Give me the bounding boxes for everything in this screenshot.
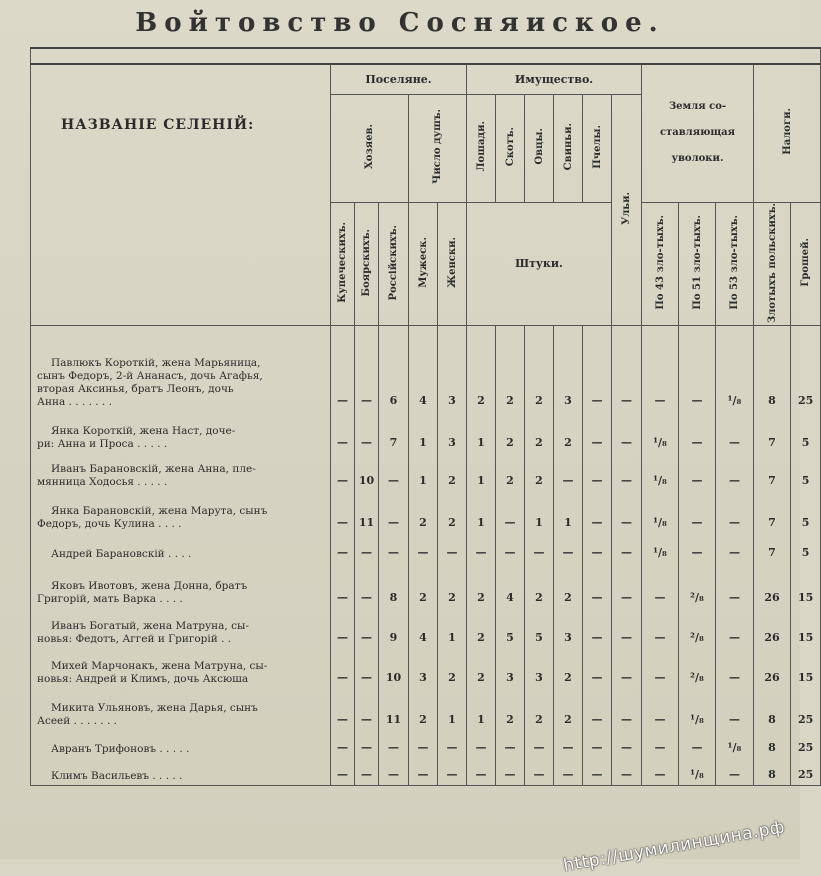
- value-cell: 7: [754, 533, 791, 563]
- settler-name-line: Михей Марчонакъ, жена Матруна, сы-: [51, 659, 268, 672]
- value-cell: —: [496, 533, 525, 563]
- value-cell: —: [355, 688, 379, 730]
- value-cell: 2: [554, 411, 583, 453]
- settler-name-line: Асеей . . . . . . .: [37, 714, 117, 727]
- value-cell: —: [331, 563, 355, 608]
- value-cell: 25: [791, 730, 821, 758]
- value-cell: —: [679, 730, 716, 758]
- land-51-header-label: По 51 зло-тыхъ.: [691, 215, 703, 310]
- value-cell: 5: [791, 453, 821, 491]
- value-cell: —: [716, 758, 754, 786]
- value-cell: —: [379, 758, 409, 786]
- value-cell: —: [716, 648, 754, 688]
- settler-name-line: Павлюкъ Короткій, жена Марьяница,: [51, 356, 261, 369]
- households-header-label: Хозяев.: [364, 124, 375, 169]
- boyar-header-label: Боярскихъ.: [361, 228, 372, 297]
- value-cell: 5: [791, 411, 821, 453]
- table-row: [31, 648, 821, 688]
- value-cell: ¹/₈: [716, 730, 754, 758]
- value-cell: 15: [791, 563, 821, 608]
- settler-name-line: Янка Барановскій, жена Марута, сынъ: [51, 504, 268, 517]
- value-cell: —: [331, 608, 355, 648]
- settler-name-line: Федоръ, дочь Кулина . . . .: [37, 517, 182, 530]
- value-cell: —: [679, 453, 716, 491]
- settler-name-cell: [31, 563, 331, 608]
- settler-name-line: ри: Анна и Проса . . . . .: [37, 437, 168, 450]
- value-cell: 3: [554, 608, 583, 648]
- settler-name-line: новья: Андрей и Климъ, дочь Аксюша: [37, 672, 249, 685]
- value-cell: 2: [496, 326, 525, 411]
- value-cell: 1: [409, 411, 438, 453]
- value-cell: 26: [754, 563, 791, 608]
- value-cell: —: [679, 326, 716, 411]
- column-header-pigs: [554, 94, 583, 202]
- value-cell: ¹/₈: [642, 491, 679, 533]
- value-cell: 3: [409, 648, 438, 688]
- souls-header-label: Число душъ.: [432, 109, 443, 184]
- settler-name-cell: [31, 688, 331, 730]
- table-row: [31, 730, 821, 758]
- value-cell: —: [716, 411, 754, 453]
- value-cell: 2: [409, 688, 438, 730]
- value-cell: ¹/₈: [642, 411, 679, 453]
- value-cell: —: [612, 326, 642, 411]
- value-cell: 25: [791, 758, 821, 786]
- settler-name-cell: [31, 648, 331, 688]
- value-cell: —: [525, 533, 554, 563]
- table-row: [31, 453, 821, 491]
- settler-name-line: Иванъ Барановскій, жена Анна, пле-: [51, 462, 256, 475]
- value-cell: —: [716, 491, 754, 533]
- value-cell: ¹/₈: [716, 326, 754, 411]
- value-cell: 5: [791, 491, 821, 533]
- merchant-header-label: Купеческихъ.: [337, 222, 348, 303]
- settler-name-cell: [31, 730, 331, 758]
- value-cell: 2: [467, 563, 496, 608]
- value-cell: 3: [525, 648, 554, 688]
- group-header-property: Имущество.: [467, 64, 642, 94]
- value-cell: 2: [438, 453, 467, 491]
- settler-name-line: Авранъ Трифоновъ . . . . .: [51, 742, 190, 755]
- value-cell: 3: [554, 326, 583, 411]
- value-cell: 5: [496, 608, 525, 648]
- value-cell: 9: [379, 608, 409, 648]
- settler-name-line: сынъ Федоръ, 2-й Ананасъ, дочь Агафья,: [37, 369, 263, 382]
- value-cell: 2: [438, 491, 467, 533]
- value-cell: —: [409, 730, 438, 758]
- value-cell: —: [331, 453, 355, 491]
- value-cell: —: [355, 563, 379, 608]
- settler-name-cell: [31, 758, 331, 786]
- value-cell: 4: [409, 326, 438, 411]
- value-cell: 3: [438, 411, 467, 453]
- value-cell: —: [355, 326, 379, 411]
- value-cell: 4: [409, 608, 438, 648]
- value-cell: 7: [754, 491, 791, 533]
- value-cell: 11: [379, 688, 409, 730]
- value-cell: —: [612, 648, 642, 688]
- value-cell: —: [355, 648, 379, 688]
- value-cell: 8: [754, 688, 791, 730]
- settler-name-cell: [31, 608, 331, 648]
- value-cell: —: [583, 453, 612, 491]
- female-header-label: Женски.: [446, 236, 458, 288]
- value-cell: —: [583, 491, 612, 533]
- value-cell: 15: [791, 608, 821, 648]
- column-header-sheep: [525, 94, 554, 202]
- table-row: [31, 411, 821, 453]
- value-cell: 5: [525, 608, 554, 648]
- value-cell: —: [612, 411, 642, 453]
- value-cell: —: [642, 326, 679, 411]
- column-header-male: [409, 202, 438, 326]
- value-cell: 2: [496, 411, 525, 453]
- value-cell: 1: [438, 688, 467, 730]
- table-row: [31, 563, 821, 608]
- value-cell: 2: [467, 326, 496, 411]
- watermark: http://шумилинщина.рф: [561, 817, 786, 876]
- value-cell: —: [467, 730, 496, 758]
- value-cell: —: [583, 758, 612, 786]
- value-cell: —: [355, 411, 379, 453]
- value-cell: 2: [409, 563, 438, 608]
- value-cell: ²/₈: [679, 648, 716, 688]
- value-cell: —: [642, 688, 679, 730]
- value-cell: —: [467, 533, 496, 563]
- value-cell: 2: [496, 453, 525, 491]
- value-cell: —: [583, 730, 612, 758]
- land-53-header-label: По 53 зло-тыхъ.: [729, 215, 740, 310]
- value-cell: —: [525, 758, 554, 786]
- value-cell: —: [438, 758, 467, 786]
- header-top-strip: [31, 48, 821, 64]
- value-cell: —: [496, 730, 525, 758]
- value-cell: ²/₈: [679, 608, 716, 648]
- value-cell: 7: [754, 453, 791, 491]
- value-cell: ²/₈: [679, 563, 716, 608]
- value-cell: —: [716, 688, 754, 730]
- value-cell: —: [379, 533, 409, 563]
- value-cell: —: [355, 608, 379, 648]
- value-cell: —: [642, 608, 679, 648]
- value-cell: 26: [754, 608, 791, 648]
- settler-name-line: Климъ Васильевъ . . . . .: [51, 770, 183, 783]
- value-cell: —: [525, 730, 554, 758]
- value-cell: —: [583, 326, 612, 411]
- value-cell: —: [467, 758, 496, 786]
- column-header-hives: [612, 94, 642, 326]
- land-43-header-label: По 43 зло-тыхъ.: [654, 215, 666, 310]
- settler-name-cell: [31, 491, 331, 533]
- column-header-cattle: [496, 94, 525, 202]
- value-cell: 1: [467, 453, 496, 491]
- value-cell: 1: [554, 491, 583, 533]
- value-cell: —: [331, 648, 355, 688]
- group-header-settlement: Поселяне.: [331, 64, 467, 94]
- value-cell: 8: [754, 730, 791, 758]
- value-cell: —: [612, 453, 642, 491]
- settler-name-cell: [31, 326, 331, 411]
- value-cell: —: [612, 758, 642, 786]
- value-cell: 1: [467, 688, 496, 730]
- settler-name-line: Григорій, мать Варка . . . .: [37, 592, 183, 605]
- settler-name-line: мянница Ходосья . . . . .: [37, 475, 168, 488]
- value-cell: —: [612, 563, 642, 608]
- value-cell: —: [331, 533, 355, 563]
- value-cell: 2: [525, 688, 554, 730]
- value-cell: 4: [496, 563, 525, 608]
- value-cell: 2: [525, 411, 554, 453]
- value-cell: —: [331, 326, 355, 411]
- value-cell: 2: [467, 608, 496, 648]
- settlements-table: [30, 47, 821, 786]
- value-cell: 8: [754, 326, 791, 411]
- settler-name-line: Анна . . . . . . .: [37, 395, 112, 408]
- value-cell: —: [716, 563, 754, 608]
- settler-name-line: Андрей Барановскій . . . .: [51, 547, 192, 560]
- value-cell: 1: [467, 491, 496, 533]
- land-header-line-1: Земля со-: [668, 101, 727, 113]
- value-cell: —: [642, 648, 679, 688]
- value-cell: ¹/₈: [642, 453, 679, 491]
- column-header-name: НАЗВАНІЕ СЕЛЕНІЙ:: [31, 64, 331, 326]
- value-cell: 7: [754, 411, 791, 453]
- subgroup-header-souls: [409, 94, 467, 202]
- table-row: [31, 533, 821, 563]
- settler-name-line: Янка Короткій, жена Наст, доче-: [51, 424, 236, 437]
- value-cell: —: [716, 533, 754, 563]
- cattle-header-label: Скотъ.: [504, 126, 516, 167]
- value-cell: —: [554, 758, 583, 786]
- value-cell: —: [612, 608, 642, 648]
- column-header-land-51: [679, 202, 716, 326]
- value-cell: 6: [379, 326, 409, 411]
- value-cell: —: [331, 730, 355, 758]
- settler-name-line: новья: Федотъ, Аггей и Григорій . .: [37, 632, 232, 645]
- value-cell: 25: [791, 326, 821, 411]
- settler-name-cell: [31, 453, 331, 491]
- value-cell: —: [642, 758, 679, 786]
- table-row: [31, 491, 821, 533]
- value-cell: —: [642, 730, 679, 758]
- value-cell: 2: [554, 563, 583, 608]
- value-cell: 8: [379, 563, 409, 608]
- document-title: Войтовство Сосняиское.: [135, 8, 665, 38]
- settler-name-cell: [31, 411, 331, 453]
- column-header-land-53: [716, 202, 754, 326]
- column-header-land-43: [642, 202, 679, 326]
- settler-name-line: Микита Ульяновъ, жена Дарья, сынъ: [51, 701, 258, 714]
- value-cell: —: [583, 608, 612, 648]
- table-row: [31, 688, 821, 730]
- value-cell: —: [496, 491, 525, 533]
- land-header-line-2: ставляющая: [659, 127, 736, 139]
- value-cell: 1: [409, 453, 438, 491]
- value-cell: 1: [525, 491, 554, 533]
- male-header-label: Мужеск.: [417, 237, 429, 288]
- column-header-boyar: [355, 202, 379, 326]
- value-cell: 10: [355, 453, 379, 491]
- value-cell: —: [355, 533, 379, 563]
- value-cell: 2: [438, 648, 467, 688]
- settler-name-cell: [31, 533, 331, 563]
- value-cell: —: [438, 533, 467, 563]
- value-cell: 10: [379, 648, 409, 688]
- value-cell: —: [679, 533, 716, 563]
- value-cell: 2: [467, 648, 496, 688]
- value-cell: —: [612, 688, 642, 730]
- value-cell: —: [679, 411, 716, 453]
- settler-name-line: Иванъ Богатый, жена Матруна, сы-: [51, 619, 249, 632]
- table-row: [31, 758, 821, 786]
- value-cell: —: [379, 491, 409, 533]
- value-cell: ¹/₈: [679, 688, 716, 730]
- land-header-line-3: уволоки.: [671, 153, 724, 165]
- value-cell: —: [583, 688, 612, 730]
- value-cell: —: [642, 563, 679, 608]
- value-cell: —: [355, 730, 379, 758]
- bees-header-label: Пчелы.: [591, 124, 603, 169]
- value-cell: ¹/₈: [642, 533, 679, 563]
- value-cell: —: [331, 491, 355, 533]
- value-cell: —: [331, 688, 355, 730]
- value-cell: —: [409, 758, 438, 786]
- value-cell: —: [554, 453, 583, 491]
- russian-header-label: Россійскихъ.: [388, 224, 399, 301]
- value-cell: 11: [355, 491, 379, 533]
- value-cell: 2: [496, 688, 525, 730]
- value-cell: 2: [525, 453, 554, 491]
- taxes-header-label: Налоги.: [781, 108, 793, 156]
- sheep-header-label: Овцы.: [533, 128, 545, 165]
- value-cell: 2: [438, 563, 467, 608]
- column-header-female: [438, 202, 467, 326]
- hives-header-label: Ульи.: [621, 192, 632, 225]
- value-cell: —: [612, 491, 642, 533]
- value-cell: 1: [438, 608, 467, 648]
- value-cell: —: [612, 730, 642, 758]
- column-header-horses: [467, 94, 496, 202]
- value-cell: —: [612, 533, 642, 563]
- value-cell: —: [583, 411, 612, 453]
- column-header-land-tax: [754, 202, 791, 326]
- value-cell: 15: [791, 648, 821, 688]
- value-cell: —: [554, 533, 583, 563]
- value-cell: 3: [438, 326, 467, 411]
- value-cell: —: [331, 758, 355, 786]
- settler-name-line: Яковъ Ивотовъ, жена Донна, братъ: [51, 579, 248, 592]
- value-cell: —: [438, 730, 467, 758]
- column-header-pieces: Штуки.: [467, 202, 612, 326]
- value-cell: 2: [554, 688, 583, 730]
- kopecks-header-label: Грошей.: [800, 238, 812, 287]
- value-cell: 26: [754, 648, 791, 688]
- group-header-taxes: [754, 64, 821, 202]
- value-cell: —: [409, 533, 438, 563]
- column-header-merchant: [331, 202, 355, 326]
- horses-header-label: Лошади.: [475, 121, 487, 172]
- value-cell: —: [331, 411, 355, 453]
- column-header-bees: [583, 94, 612, 202]
- value-cell: —: [496, 758, 525, 786]
- subgroup-header-households: [331, 94, 409, 202]
- value-cell: —: [379, 730, 409, 758]
- value-cell: 2: [525, 563, 554, 608]
- value-cell: —: [379, 453, 409, 491]
- value-cell: —: [583, 533, 612, 563]
- group-header-land: [642, 64, 754, 202]
- value-cell: —: [583, 563, 612, 608]
- value-cell: —: [355, 758, 379, 786]
- value-cell: 3: [496, 648, 525, 688]
- value-cell: —: [716, 608, 754, 648]
- table-body: [31, 326, 821, 786]
- column-header-kopecks: [791, 202, 821, 326]
- value-cell: —: [679, 491, 716, 533]
- value-cell: 25: [791, 688, 821, 730]
- value-cell: 2: [525, 326, 554, 411]
- value-cell: —: [554, 730, 583, 758]
- value-cell: 1: [467, 411, 496, 453]
- value-cell: 7: [379, 411, 409, 453]
- land-tax-header-label: Злотыхъ польскихъ.: [766, 202, 778, 323]
- value-cell: 5: [791, 533, 821, 563]
- value-cell: 8: [754, 758, 791, 786]
- table-row: [31, 326, 821, 411]
- pigs-header-label: Свиньи.: [562, 122, 574, 171]
- settler-name-line: вторая Аксинья, братъ Леонъ, дочь: [37, 382, 234, 395]
- value-cell: —: [583, 648, 612, 688]
- value-cell: —: [716, 453, 754, 491]
- column-header-russian: [379, 202, 409, 326]
- value-cell: 2: [409, 491, 438, 533]
- table-row: [31, 608, 821, 648]
- value-cell: 2: [554, 648, 583, 688]
- value-cell: ¹/₈: [679, 758, 716, 786]
